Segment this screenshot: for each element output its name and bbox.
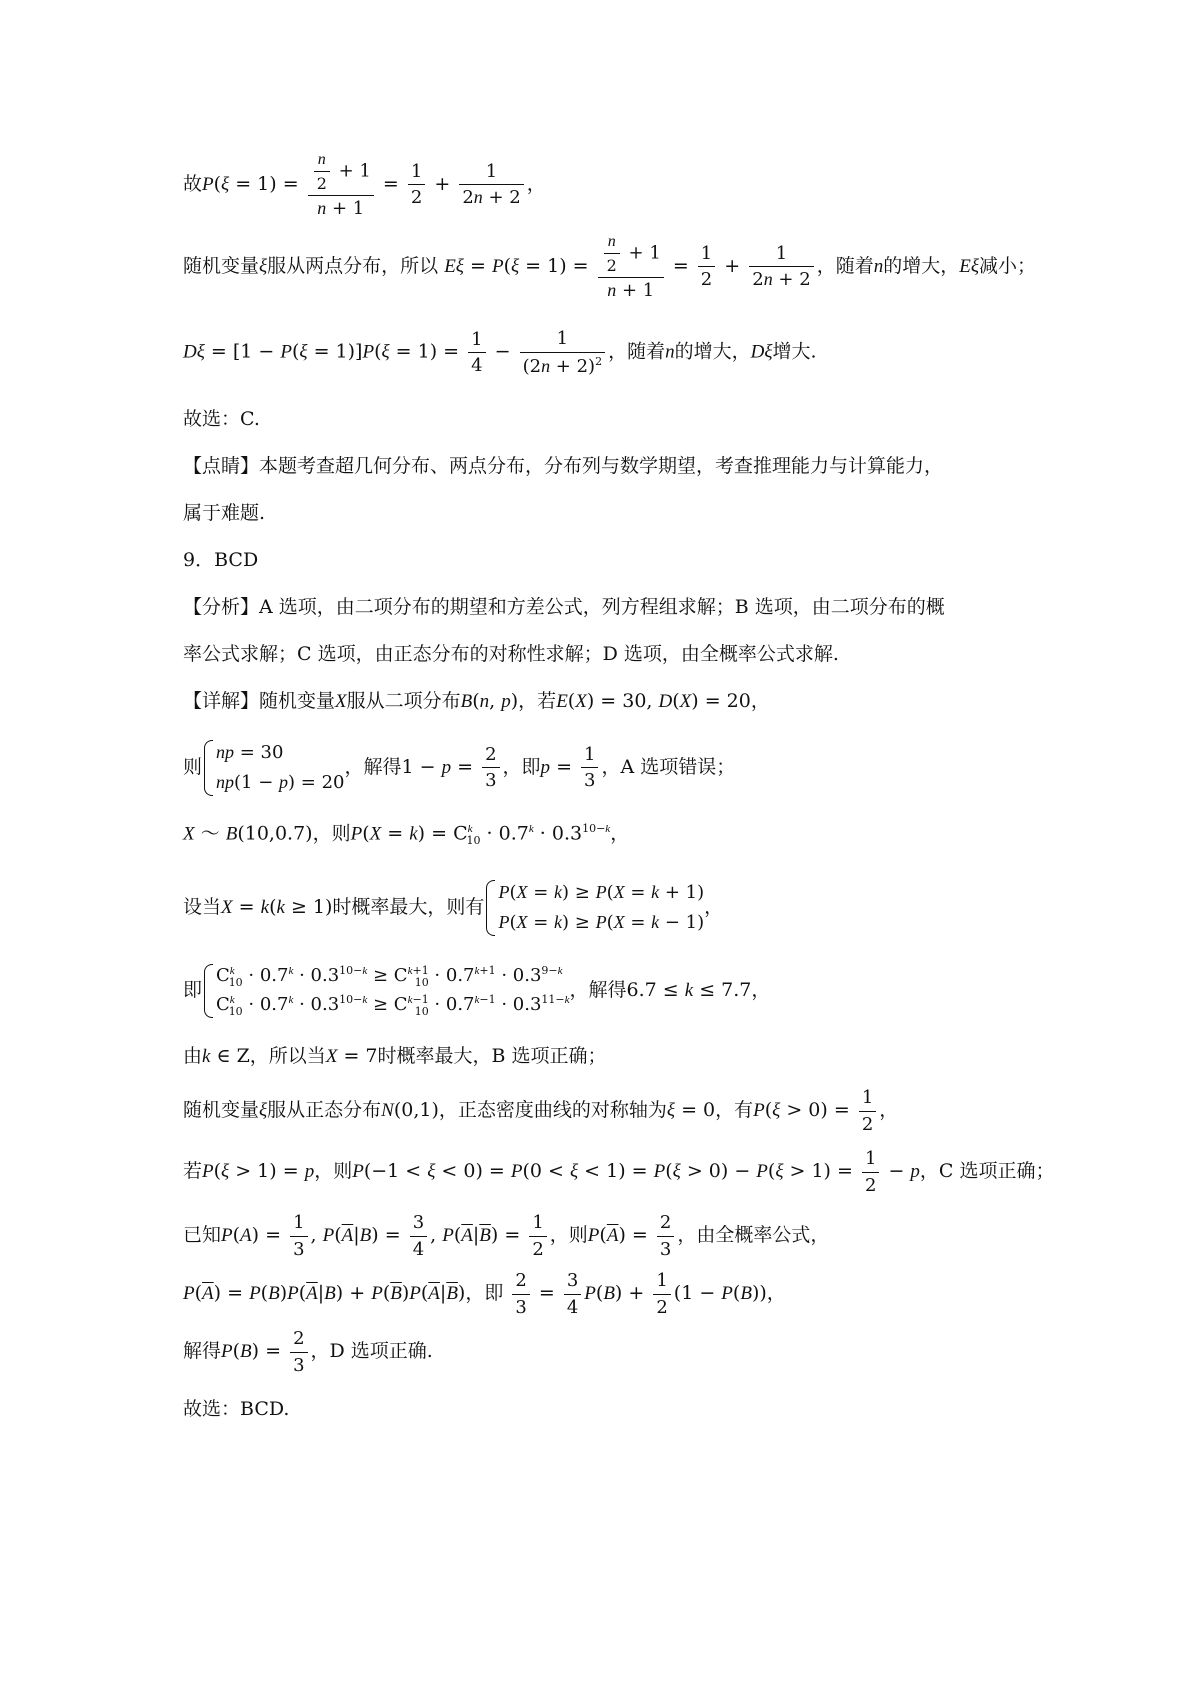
formula-line-12: X ～ B(10,0.7)，则$P(X = k) = C^k_{10} \cdot 0.7^k \cdot 0.3^{10-k}$， [183,822,630,848]
final-answer: 故选：BCD. [183,1398,290,1420]
formula-line-11: 则 np = 30 np(1 − p) = 20 ，解得1 − p = $\frac{2}{3}$ ，即p = $\frac{1}{3}$ ，A 选项错误； [183,738,735,798]
formula-line-20: 解得P(B) = $\frac{2}{3}$ ，D 选项正确. [183,1328,433,1376]
formula-line-16: 随机变量ξ服从正态分布N(0,1)，正态密度曲线的对称轴为ξ = 0，有P(ξ > 0) = $\frac{1}{2}$ ， [183,1087,899,1135]
formula-line-13: 设当X = k(k ≥ 1)时概率最大，则有 P(X = k) ≥ P(X = k + 1) P(X = k) ≥ P(X = k − 1) ， [183,878,723,938]
text-line-9: 率公式求解；C 选项，由正态分布的对称性求解；D 选项，由全概率公式求解. [183,643,839,665]
formula-line-2: 随机变量ξ服从两点分布，所以 Eξ = P(ξ = 1) = $\frac{n}{2}$ + 1 n + 1 = $\frac{1}{2}$ + $\frac{1}{2n + 2}$ ，随着n的增大，Eξ减小； [183,233,1036,302]
formula-line-3: Dξ = [1 − P(ξ = 1)]P(ξ = 1) = $\frac{1}{4}$ − $\frac{1}{(2n + 2)^2}$ ，随着n的增大，Dξ增大. [183,328,817,377]
formula-line-18: 已知P(A) = $\frac{1}{3}$ , $P(\overline{A}|B)$ = $\frac{3}{4}$ , $P(\overline{A}|\overline{B})$ = $\frac{1}{2}$ ，则$P(\overline{A})$ = $\frac{2}{3}$ ，由全概率公式， [183,1212,830,1260]
formula-line-14: 即 $C^k_{10} \cdot 0.7^k \cdot 0.3^{10-k} \ge C^{k+1}_{10} \cdot 0.7^{k+1} \cdot 0.3^{9-k}$ $C^k_{10} \cdot 0.7^k \cdot 0.3^{10-k} \ge C^{k-1}_{10} \cdot 0.7^{k-1} \cdot 0.3^{11-k}$ ，解得6.7 ≤ k ≤ 7.7， [183,962,770,1020]
formula-line-10: 【详解】随机变量X服从二项分布B(n, p)，若E(X) = 30, D(X) = 20， [183,690,770,712]
formula-line-17: 若P(ξ > 1) = p，则P(−1 < ξ < 0) = P(0 < ξ < 1) = P(ξ > 0) − P(ξ > 1) = $\frac{1}{2}$ − p，C 选项正确； [183,1148,1055,1196]
text-line-4: 故选：C. [183,408,260,430]
question-number: 9．BCD [183,549,259,571]
formula-line-15: 由k ∈ Z，所以当X = 7时概率最大，B 选项正确； [183,1045,607,1067]
formula-line-1: 故P(ξ = 1) = $\frac{n}{2}$ + 1 n + 1 = $\frac{1}{2}$ + $\frac{1}{2n + 2}$ ， [183,151,546,220]
formula-line-19: $P(\overline{A}) = P(B)P(\overline{A}|B) + P(\overline{B})P(\overline{A}|\overline{B})$，即 $\frac{2}{3}$ = $\frac{3}{4}$ P(B) + $\frac{1}{2}$ (1 − P(B))， [183,1270,786,1318]
text-line-8: 【分析】A 选项，由二项分布的期望和方差公式，列方程组求解；B 选项，由二项分布的概 [183,596,945,618]
text-line-6: 属于难题. [183,502,266,524]
text-line-5: 【点睛】本题考查超几何分布、两点分布，分布列与数学期望，考查推理能力与计算能力， [183,455,944,477]
